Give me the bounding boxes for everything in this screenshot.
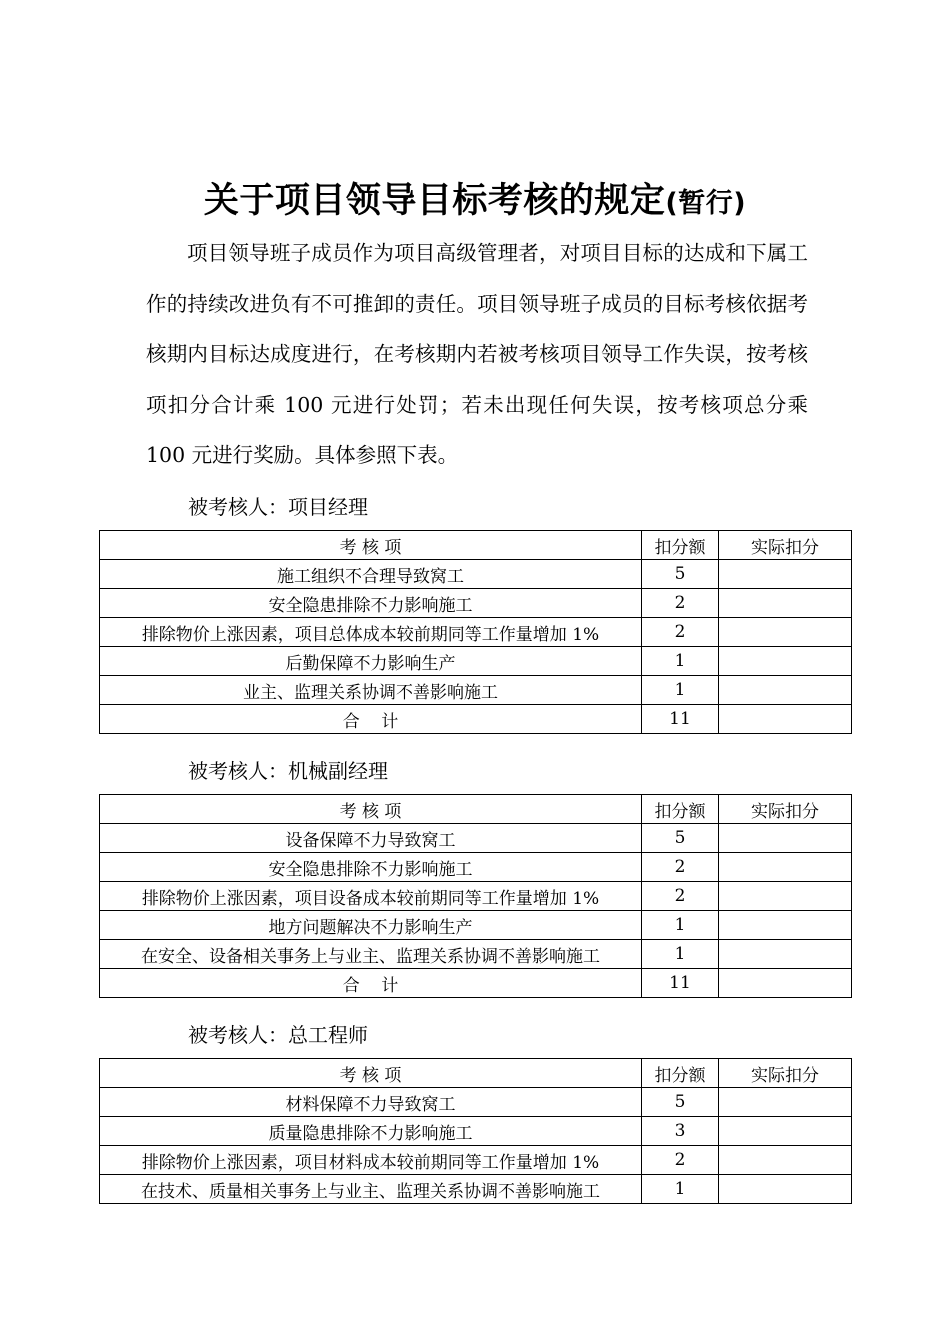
row-actual[interactable] [719, 647, 852, 676]
header-item: 考 核 项 [100, 531, 642, 560]
table-row [100, 1088, 852, 1117]
row-item: 排除物价上涨因素，项目总体成本较前期同等工作量增加 1% [100, 618, 642, 647]
row-deduction: 1 [642, 940, 719, 969]
assessment-table-chief-engineer [99, 1058, 852, 1204]
row-deduction: 11 [642, 969, 719, 998]
table-row [100, 676, 852, 705]
table-row [100, 1117, 852, 1146]
assessment-table-project-manager [99, 530, 852, 734]
row-deduction: 2 [642, 853, 719, 882]
table-row [100, 618, 852, 647]
row-item: 排除物价上涨因素，项目设备成本较前期同等工作量增加 1% [100, 882, 642, 911]
table-row [100, 824, 852, 853]
row-deduction: 2 [642, 882, 719, 911]
table-row [100, 911, 852, 940]
row-item: 在安全、设备相关事务上与业主、监理关系协调不善影响施工 [100, 940, 642, 969]
table-header-row [100, 795, 852, 824]
row-actual[interactable] [719, 911, 852, 940]
row-item: 合 计 [100, 969, 642, 998]
table-row [100, 853, 852, 882]
row-deduction: 5 [642, 824, 719, 853]
row-deduction: 3 [642, 1117, 719, 1146]
row-item: 排除物价上涨因素，项目材料成本较前期同等工作量增加 1% [100, 1146, 642, 1175]
row-deduction: 1 [642, 647, 719, 676]
row-actual[interactable] [719, 560, 852, 589]
row-item: 设备保障不力导致窝工 [100, 824, 642, 853]
row-item: 在技术、质量相关事务上与业主、监理关系协调不善影响施工 [100, 1175, 642, 1204]
table-total-row [100, 705, 852, 734]
table-total-row [100, 969, 852, 998]
row-actual[interactable] [719, 969, 852, 998]
section-label-chief-engineer: 被考核人：总工程师 [188, 1023, 368, 1047]
table-row [100, 1146, 852, 1175]
row-actual[interactable] [719, 589, 852, 618]
row-actual[interactable] [719, 1117, 852, 1146]
table-row [100, 589, 852, 618]
assessment-table-machinery-deputy [99, 794, 852, 998]
row-actual[interactable] [719, 1175, 852, 1204]
table-row [100, 560, 852, 589]
table-row [100, 940, 852, 969]
row-actual[interactable] [719, 618, 852, 647]
intro-paragraph: 项目领导班子成员作为项目高级管理者，对项目目标的达成和下属工作的持续改进负有不可推卸的责任。项目领导班子成员的目标考核依据考核期内目标达成度进行，在考核期内若被考核项目领导工作失误，按考核项扣分合计乘 100 元进行处罚；若未出现任何失误，按考核项总分乘 100 元进行奖励。具体参照下表。 [146, 241, 808, 467]
row-actual[interactable] [719, 705, 852, 734]
row-item: 安全隐患排除不力影响施工 [100, 853, 642, 882]
header-deduction: 扣分额 [642, 531, 719, 560]
row-actual[interactable] [719, 1088, 852, 1117]
table-row [100, 1175, 852, 1204]
table-header-row [100, 1059, 852, 1088]
title-main: 关于项目领导目标考核的规定 [203, 181, 666, 222]
row-item: 安全隐患排除不力影响施工 [100, 589, 642, 618]
header-deduction: 扣分额 [642, 795, 719, 824]
table-header-row [100, 531, 852, 560]
row-actual[interactable] [719, 824, 852, 853]
row-actual[interactable] [719, 882, 852, 911]
row-item: 合 计 [100, 705, 642, 734]
header-item: 考 核 项 [100, 795, 642, 824]
title-suffix: (暂行) [665, 188, 747, 220]
row-deduction: 5 [642, 560, 719, 589]
header-deduction: 扣分额 [642, 1059, 719, 1088]
row-actual[interactable] [719, 1146, 852, 1175]
section-label-machinery-deputy: 被考核人：机械副经理 [188, 759, 388, 783]
row-deduction: 1 [642, 1175, 719, 1204]
row-item: 后勤保障不力影响生产 [100, 647, 642, 676]
table-row [100, 647, 852, 676]
table-row [100, 882, 852, 911]
row-deduction: 2 [642, 618, 719, 647]
row-actual[interactable] [719, 676, 852, 705]
row-item: 材料保障不力导致窝工 [100, 1088, 642, 1117]
row-deduction: 1 [642, 911, 719, 940]
header-actual: 实际扣分 [719, 531, 852, 560]
header-item: 考 核 项 [100, 1059, 642, 1088]
row-deduction: 2 [642, 589, 719, 618]
row-actual[interactable] [719, 940, 852, 969]
row-deduction: 1 [642, 676, 719, 705]
row-item: 业主、监理关系协调不善影响施工 [100, 676, 642, 705]
row-item: 质量隐患排除不力影响施工 [100, 1117, 642, 1146]
row-deduction: 5 [642, 1088, 719, 1117]
row-deduction: 11 [642, 705, 719, 734]
row-deduction: 2 [642, 1146, 719, 1175]
row-item: 地方问题解决不力影响生产 [100, 911, 642, 940]
header-actual: 实际扣分 [719, 1059, 852, 1088]
row-item: 施工组织不合理导致窝工 [100, 560, 642, 589]
document-title [0, 175, 950, 230]
header-actual: 实际扣分 [719, 795, 852, 824]
section-label-project-manager: 被考核人：项目经理 [188, 495, 368, 519]
row-actual[interactable] [719, 853, 852, 882]
